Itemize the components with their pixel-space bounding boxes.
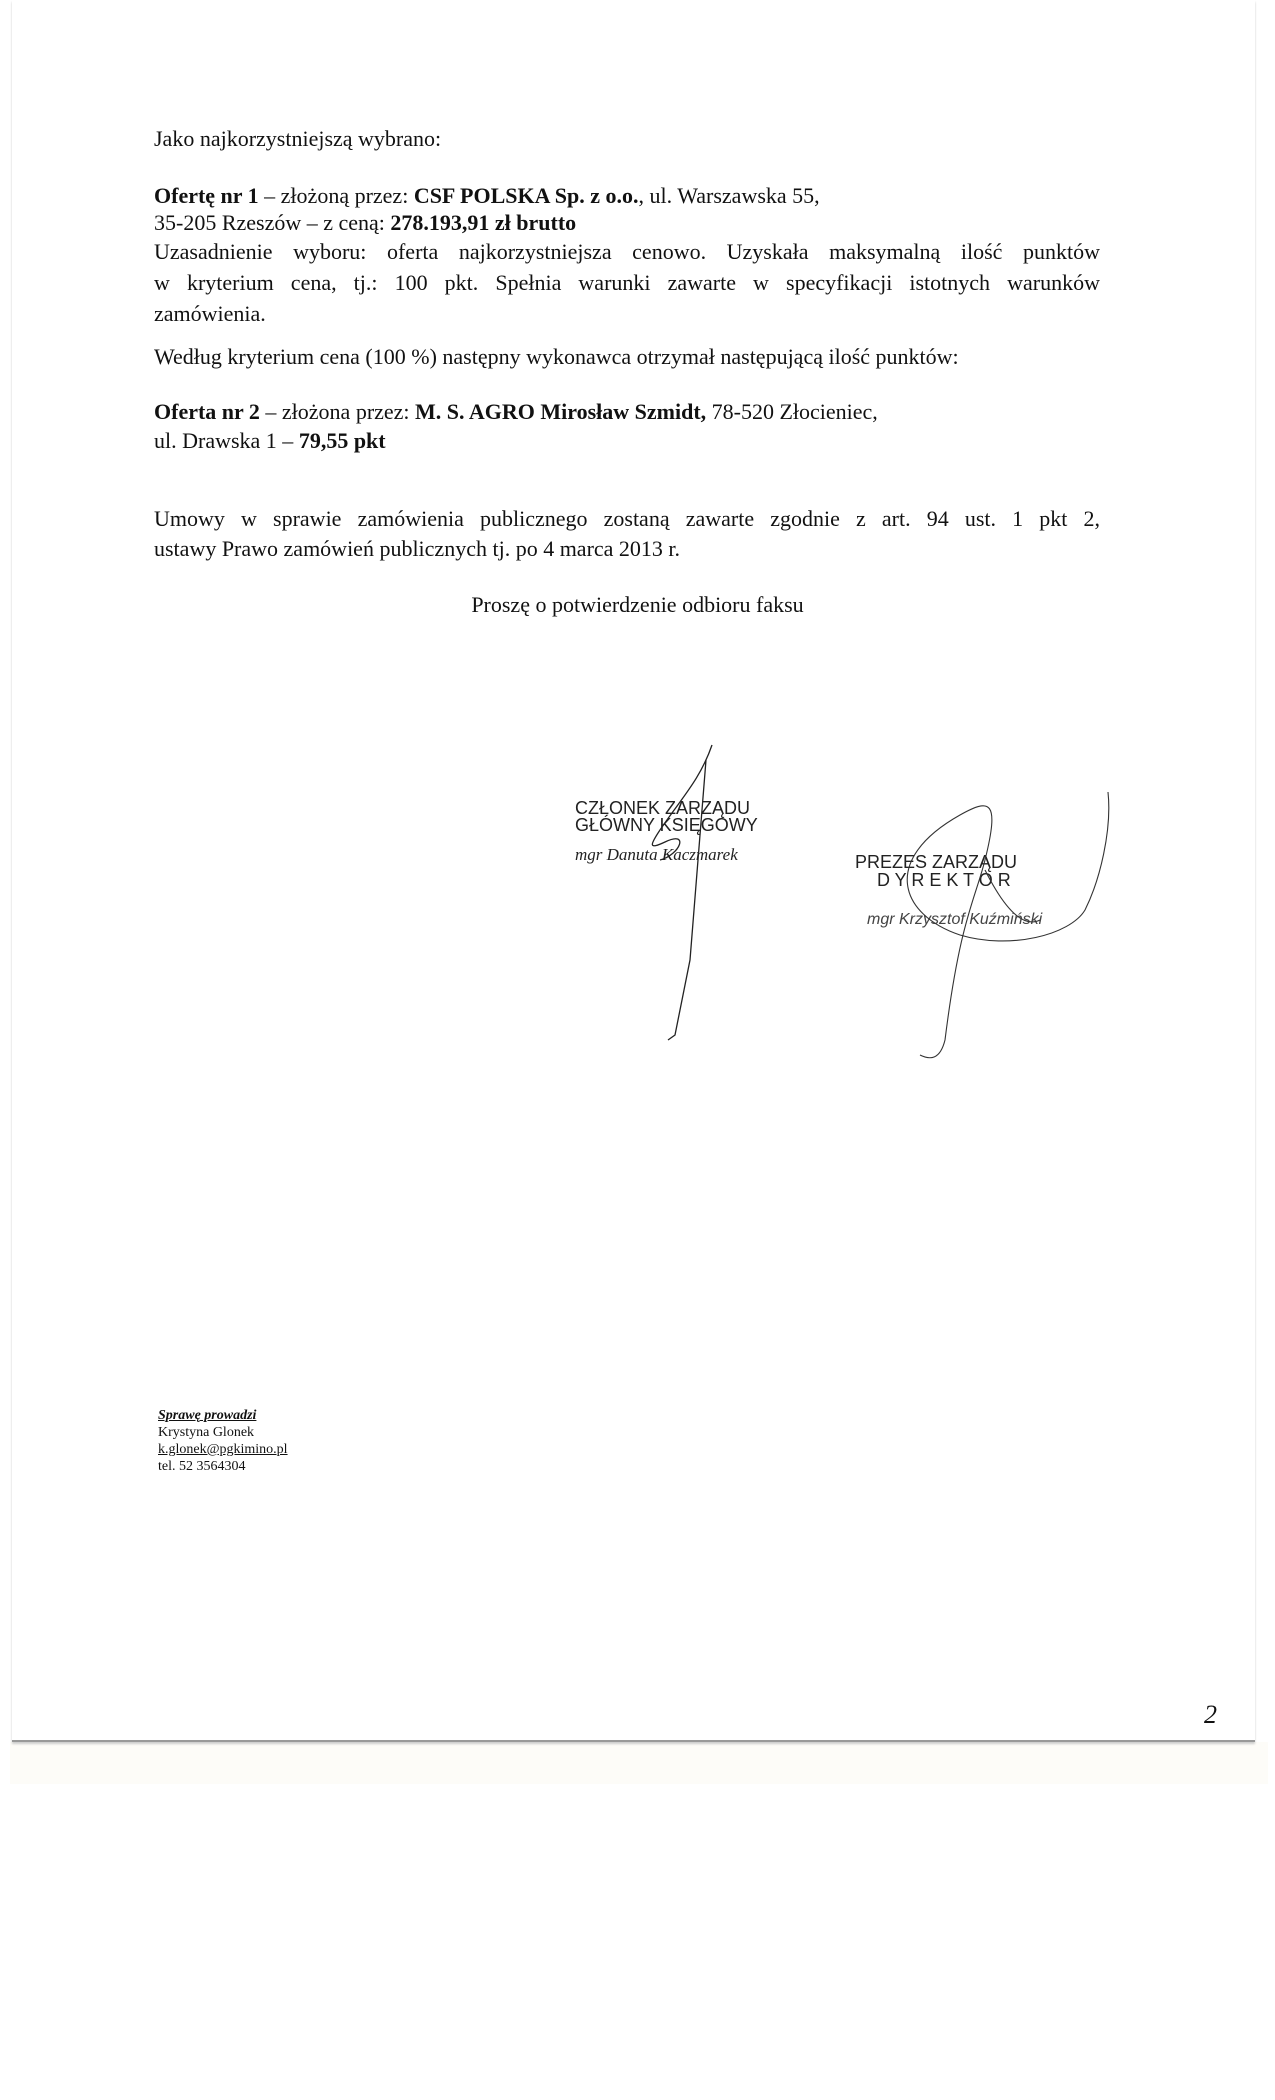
offer2-address2: ul. Drawska 1 – (154, 428, 299, 453)
signature-right (907, 792, 1109, 1058)
contract-text-2: ustawy Prawo zamówień publicznych tj. po 4 marca 2013 r. (154, 536, 681, 561)
offer1-address1: , ul. Warszawska 55, (638, 183, 820, 208)
stamp-left-line2: GŁÓWNY KSIĘGOWY (575, 815, 758, 835)
stamp-left-name: mgr Danuta Kaczmarek (575, 845, 738, 864)
contract-text-1: Umowy w sprawie zamówienia publicznego zostaną zawarte zgodnie z art. 94 ust. 1 pkt 2, (154, 506, 1100, 531)
scan-shadow (10, 1742, 1268, 1784)
offer1-justification-3: zamówienia. (154, 301, 266, 326)
footer-name: Krystyna Glonek (158, 1425, 255, 1440)
footer-phone: tel. 52 3564304 (158, 1459, 246, 1474)
footer (158, 1407, 288, 1475)
offer2-label: Oferta nr 2 (154, 399, 260, 424)
fax-request: Proszę o potwierdzenie odbioru faksu (471, 592, 804, 617)
offer2-company: M. S. AGRO Mirosław Szmidt, (415, 399, 707, 424)
offer1-label: Ofertę nr 1 (154, 183, 259, 208)
signature-left (652, 745, 712, 1040)
page-number: 2 (1204, 1700, 1217, 1729)
offer1-price: 278.193,91 zł brutto (390, 210, 577, 235)
offer1-company: CSF POLSKA Sp. z o.o. (413, 183, 639, 208)
offer1-justification-2: w kryterium cena, tj.: 100 pkt. Spełnia warunki zawarte w specyfikacji istotnych warunków (154, 270, 1100, 295)
footer-heading: Sprawę prowadzi (158, 1408, 257, 1423)
stamp-right-name: mgr Krzysztof Kuźmiński (867, 911, 1043, 928)
offer2-address1: 78-520 Złocieniec, (706, 399, 878, 424)
stamp-right-line2: D Y R E K T O R (877, 870, 1011, 890)
offer1-justification-1: Uzasadnienie wyboru: oferta najkorzystniejsza cenowo. Uzyskała maksymalną ilość punktów (154, 239, 1100, 264)
offer1-by: – złożoną przez: (258, 183, 414, 208)
offer2-points: 79,55 pkt (298, 428, 386, 453)
offer1-address2: 35-205 Rzeszów – z ceną: (154, 210, 391, 235)
intro-text: Jako najkorzystniejszą wybrano: (154, 126, 442, 151)
stamp-left-line1: CZŁONEK ZARZĄDU (575, 798, 751, 818)
stamp-right-line1: PREZES ZARZĄDU (855, 852, 1018, 872)
offer2-by: – złożona przez: (259, 399, 416, 424)
criteria-text: Według kryterium cena (100 %) następny wykonawca otrzymał następującą ilość punktów: (154, 344, 959, 369)
footer-email[interactable]: k.glonek@pgkimino.pl (158, 1442, 288, 1457)
